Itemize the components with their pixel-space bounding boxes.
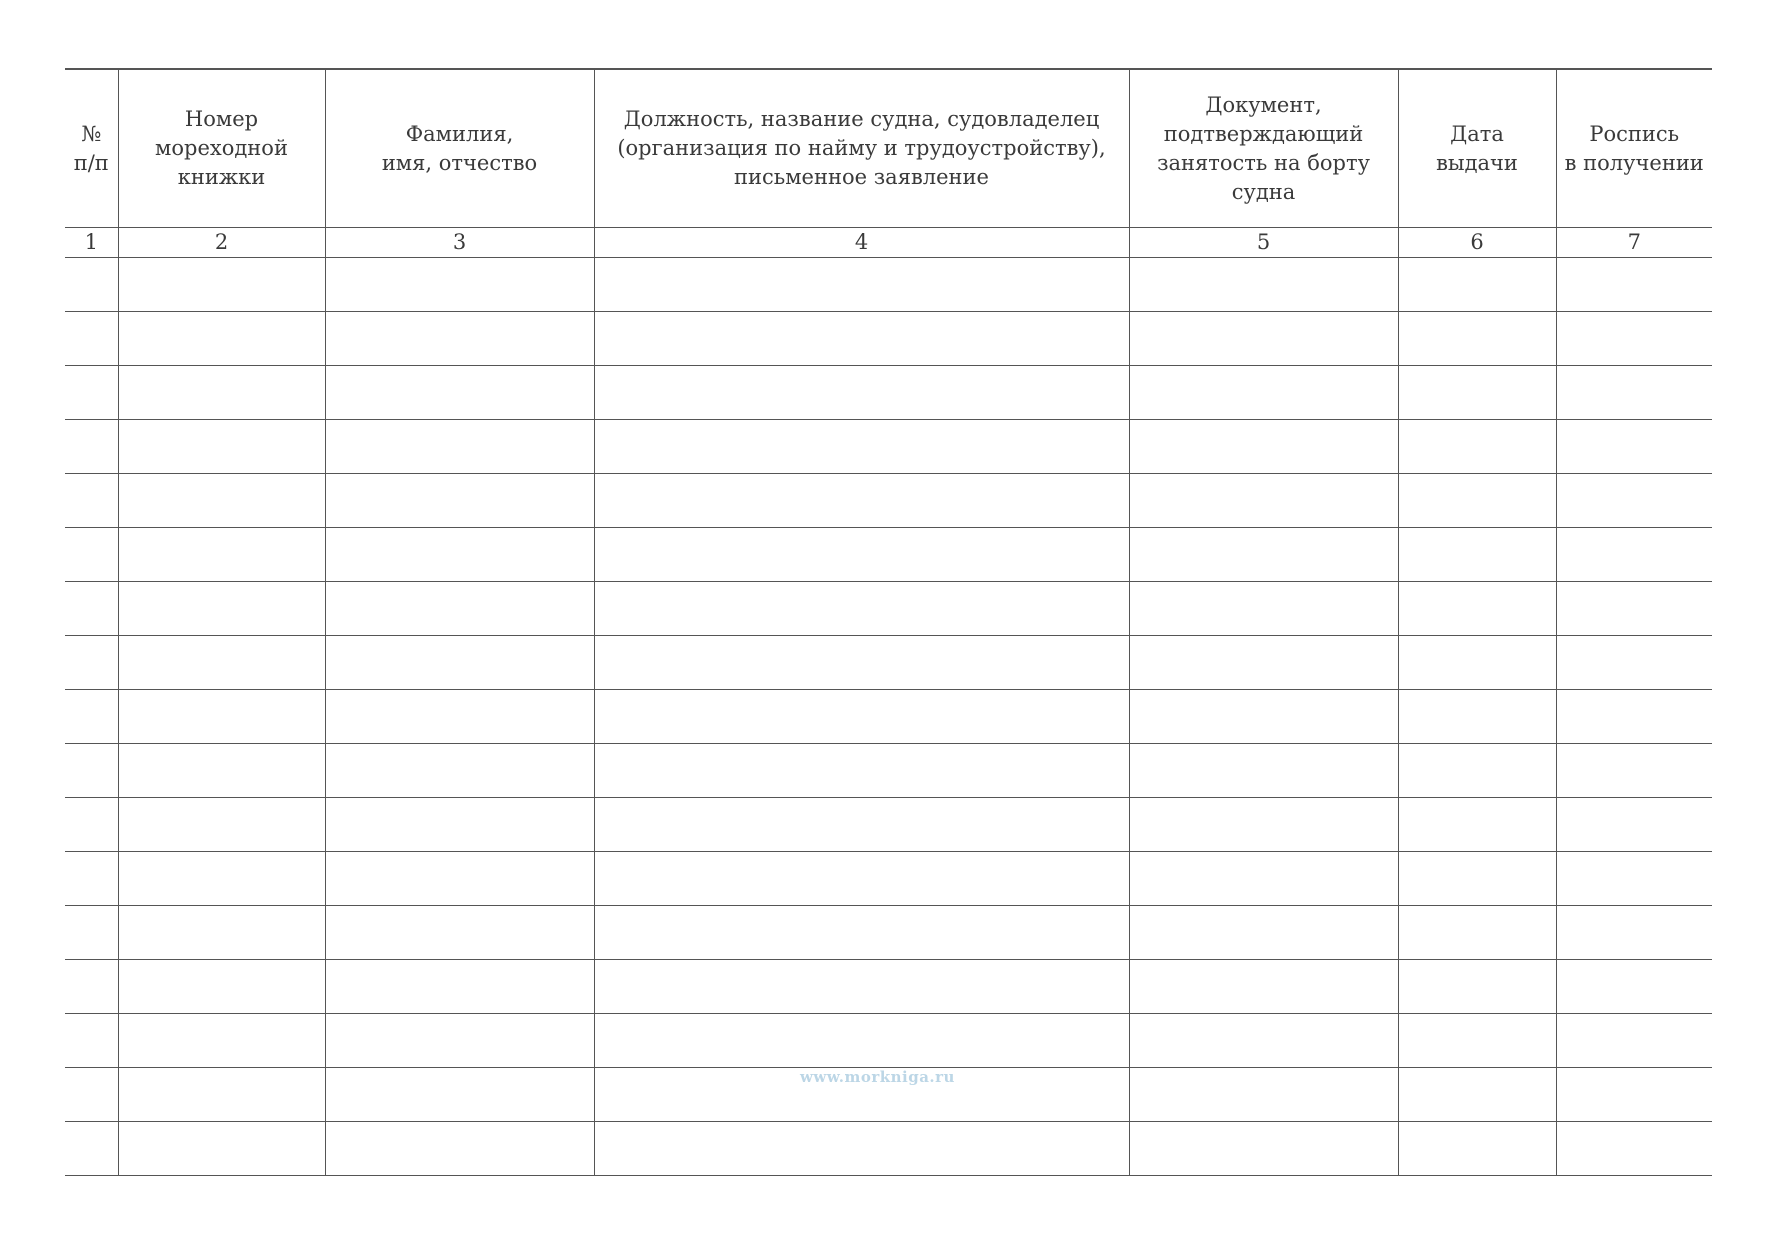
table-cell <box>1556 582 1712 636</box>
table-cell <box>1398 528 1556 582</box>
column-number: 6 <box>1398 228 1556 258</box>
table-cell <box>325 1122 594 1176</box>
table-cell <box>1556 528 1712 582</box>
table-cell <box>1398 474 1556 528</box>
table-cell <box>118 1122 325 1176</box>
table-cell <box>118 906 325 960</box>
table-cell <box>1129 690 1398 744</box>
table-cell <box>1398 1014 1556 1068</box>
table-cell <box>1129 1014 1398 1068</box>
table-cell <box>65 1014 118 1068</box>
table-cell <box>594 1014 1129 1068</box>
column-number: 4 <box>594 228 1129 258</box>
column-header-signature: Роспись в получении <box>1556 69 1712 228</box>
table-row <box>65 528 1712 582</box>
table-cell <box>594 798 1129 852</box>
watermark-text: www.morkniga.ru <box>800 1068 955 1086</box>
table-cell <box>1556 366 1712 420</box>
table-header-row <box>65 69 1712 228</box>
table-cell <box>1129 366 1398 420</box>
table-cell <box>1129 582 1398 636</box>
table-cell <box>594 906 1129 960</box>
table-cell <box>65 420 118 474</box>
table-cell <box>325 420 594 474</box>
column-header-issue-date: Дата выдачи <box>1398 69 1556 228</box>
table-row <box>65 690 1712 744</box>
column-header-position-vessel-owner: Должность, название судна, судовладелец (организация по найму и трудоустройству), письменное заявление <box>594 69 1129 228</box>
table-cell <box>1556 744 1712 798</box>
table-body <box>65 258 1712 1176</box>
table-cell <box>1556 960 1712 1014</box>
table-row <box>65 474 1712 528</box>
table-cell <box>594 474 1129 528</box>
column-header-employment-document: Документ, подтверждающий занятость на борту судна <box>1129 69 1398 228</box>
column-number: 5 <box>1129 228 1398 258</box>
table-cell <box>1556 636 1712 690</box>
table-cell <box>1556 420 1712 474</box>
table-cell <box>1129 798 1398 852</box>
column-header-full-name: Фамилия, имя, отчество <box>325 69 594 228</box>
table-row <box>65 852 1712 906</box>
column-header-seaman-book-number: Номер мореходной книжки <box>118 69 325 228</box>
table-cell <box>594 528 1129 582</box>
table-cell <box>65 906 118 960</box>
column-number: 7 <box>1556 228 1712 258</box>
table-cell <box>65 582 118 636</box>
table-cell <box>594 690 1129 744</box>
table-cell <box>594 312 1129 366</box>
table-cell <box>65 366 118 420</box>
table-cell <box>118 582 325 636</box>
table-cell <box>1556 852 1712 906</box>
table-cell <box>118 258 325 312</box>
table-cell <box>594 258 1129 312</box>
table-cell <box>1129 1068 1398 1122</box>
table-row <box>65 312 1712 366</box>
table-cell <box>594 852 1129 906</box>
table-cell <box>65 636 118 690</box>
table-row <box>65 960 1712 1014</box>
table-row <box>65 744 1712 798</box>
table-cell <box>65 960 118 1014</box>
column-number-row <box>65 228 1712 258</box>
table-cell <box>65 744 118 798</box>
table-cell <box>1398 798 1556 852</box>
table-row <box>65 1122 1712 1176</box>
table-cell <box>1556 906 1712 960</box>
table-cell <box>1556 690 1712 744</box>
table-cell <box>325 258 594 312</box>
table-cell <box>1556 312 1712 366</box>
table-cell <box>118 420 325 474</box>
table-row <box>65 906 1712 960</box>
column-number: 3 <box>325 228 594 258</box>
seaman-book-register-table <box>65 68 1712 1176</box>
table-cell <box>1129 528 1398 582</box>
table-cell <box>594 1122 1129 1176</box>
table-row <box>65 420 1712 474</box>
table-cell <box>65 258 118 312</box>
table-cell <box>1556 474 1712 528</box>
table-cell <box>118 960 325 1014</box>
table-row <box>65 798 1712 852</box>
table-cell <box>1129 1122 1398 1176</box>
column-number: 1 <box>65 228 118 258</box>
table-cell <box>325 582 594 636</box>
table-cell <box>325 528 594 582</box>
table-cell <box>1556 1014 1712 1068</box>
table-cell <box>1129 420 1398 474</box>
table-cell <box>65 798 118 852</box>
table-cell <box>325 1014 594 1068</box>
table-cell <box>325 744 594 798</box>
table-cell <box>1398 582 1556 636</box>
table-cell <box>65 528 118 582</box>
table-row <box>65 258 1712 312</box>
table-cell <box>118 636 325 690</box>
table-cell <box>594 744 1129 798</box>
table-cell <box>65 1068 118 1122</box>
table-cell <box>1129 852 1398 906</box>
table-cell <box>325 312 594 366</box>
table-cell <box>325 960 594 1014</box>
table-cell <box>65 312 118 366</box>
table-cell <box>1556 798 1712 852</box>
table-cell <box>1398 744 1556 798</box>
table-cell <box>1556 1068 1712 1122</box>
table-cell <box>594 636 1129 690</box>
table-cell <box>1129 744 1398 798</box>
table-cell <box>1398 1122 1556 1176</box>
table-cell <box>594 420 1129 474</box>
table-cell <box>118 744 325 798</box>
table-cell <box>325 852 594 906</box>
table-cell <box>1129 312 1398 366</box>
table-row <box>65 366 1712 420</box>
table-cell <box>65 1122 118 1176</box>
column-header-number: № п/п <box>65 69 118 228</box>
table-cell <box>325 1068 594 1122</box>
table-row <box>65 636 1712 690</box>
table-cell <box>1129 258 1398 312</box>
table-cell <box>594 366 1129 420</box>
table-cell <box>1556 1122 1712 1176</box>
table-cell <box>325 906 594 960</box>
table-cell <box>325 474 594 528</box>
table-cell <box>1398 420 1556 474</box>
table-cell <box>325 636 594 690</box>
table-cell <box>1398 258 1556 312</box>
table-cell <box>1398 690 1556 744</box>
table-cell <box>118 312 325 366</box>
table-cell <box>1129 906 1398 960</box>
table-cell <box>65 690 118 744</box>
table-cell <box>118 474 325 528</box>
table-cell <box>118 1014 325 1068</box>
table-row <box>65 1014 1712 1068</box>
table-cell <box>325 690 594 744</box>
table-cell <box>118 366 325 420</box>
table-cell <box>1398 312 1556 366</box>
column-number: 2 <box>118 228 325 258</box>
table-cell <box>1398 960 1556 1014</box>
table-cell <box>118 690 325 744</box>
table-cell <box>1129 636 1398 690</box>
table-cell <box>118 528 325 582</box>
table-cell <box>65 474 118 528</box>
table-row <box>65 582 1712 636</box>
table-cell <box>118 852 325 906</box>
table-cell <box>594 582 1129 636</box>
table-cell <box>1398 852 1556 906</box>
table-cell <box>1129 474 1398 528</box>
table-cell <box>325 798 594 852</box>
table-cell <box>594 960 1129 1014</box>
table-cell <box>325 366 594 420</box>
table-cell <box>118 798 325 852</box>
table-cell <box>118 1068 325 1122</box>
table-cell <box>1398 366 1556 420</box>
table-cell <box>1398 636 1556 690</box>
table-cell <box>1398 906 1556 960</box>
table-cell <box>1398 1068 1556 1122</box>
table-cell <box>1556 258 1712 312</box>
table-cell <box>1129 960 1398 1014</box>
table-cell <box>65 852 118 906</box>
